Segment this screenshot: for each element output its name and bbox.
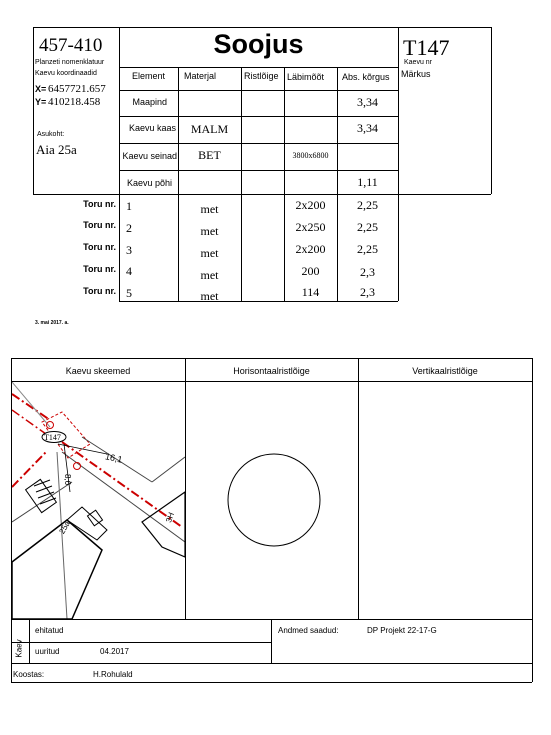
compiled-label: Koostas: — [13, 670, 45, 679]
pipe-material: met — [200, 289, 219, 303]
row-height: 1,11 — [357, 175, 378, 189]
col-height: Abs. kõrgus — [342, 72, 390, 82]
map-well-label: T147 — [44, 433, 61, 442]
pipe-height: 2,3 — [360, 285, 375, 299]
pipe-number: 3 — [126, 243, 132, 257]
site-sketch — [12, 382, 185, 619]
map-road-label: 3H — [164, 511, 177, 524]
pipe-diameter: 2x250 — [295, 220, 326, 234]
pipe-height: 2,3 — [360, 265, 375, 279]
row-material: MALM — [190, 122, 229, 136]
source-value: DP Projekt 22-17-G — [367, 626, 437, 635]
pipe-height: 2,25 — [357, 198, 378, 212]
cross-section-circle — [226, 452, 322, 548]
pipe-material: met — [200, 224, 219, 238]
surveyed-label: uuritud — [35, 647, 60, 656]
col-notes: Märkus — [401, 69, 431, 79]
row-material: BET — [198, 148, 221, 162]
x-value: 6457721.657 — [48, 83, 106, 95]
built-label: ehitatud — [35, 626, 64, 635]
pipe-number: 5 — [126, 286, 132, 300]
row-height: 3,34 — [357, 95, 378, 109]
pipe-diameter: 200 — [301, 264, 320, 278]
section-horizontal: Horisontaalristlõige — [233, 366, 310, 376]
section-vertical: Vertikaalristlõige — [412, 366, 478, 376]
col-material: Materjal — [184, 71, 217, 81]
date-note: 3. mai 2017. a. — [35, 320, 69, 326]
location-value: Aia 25a — [36, 142, 77, 157]
nomenclature-label: Planzeti nomenklatuur — [35, 59, 105, 66]
map-house-label: 25a — [57, 519, 72, 536]
row-element: Kaevu seinad — [122, 151, 177, 161]
col-diameter: Läbimõõt — [287, 72, 325, 82]
pipe-label: Toru nr. — [83, 220, 116, 230]
map-distance-label: 8,6 — [63, 473, 73, 486]
well-number: T147 — [403, 35, 450, 60]
col-cross: Ristlõige — [244, 71, 279, 81]
page-title: Soojus — [213, 29, 304, 59]
source-label: Andmed saadud: — [278, 626, 339, 635]
pipe-material: met — [200, 202, 219, 216]
y-label: Y= — [35, 97, 47, 107]
nomenclature-code: 457-410 — [39, 35, 103, 56]
pipe-number: 2 — [126, 221, 132, 235]
row-element: Kaevu kaas — [128, 123, 176, 133]
pipe-material: met — [200, 268, 219, 282]
location-label: Asukoht: — [37, 131, 65, 138]
pipe-number: 1 — [126, 199, 132, 213]
pipe-diameter: 114 — [301, 285, 320, 299]
pipe-label: Toru nr. — [83, 264, 116, 274]
x-label: X= — [35, 84, 47, 94]
row-diameter: 3800x6800 — [292, 151, 329, 160]
map-distance-label: 16,1 — [104, 451, 124, 465]
pipe-label: Toru nr. — [83, 286, 116, 296]
row-element: Maapind — [132, 97, 167, 107]
row-element: Kaevu põhi — [126, 178, 172, 188]
y-value: 410218.458 — [48, 96, 101, 108]
pipe-label: Toru nr. — [83, 242, 116, 252]
coords-label: Kaevu koordinaadid — [35, 70, 97, 77]
pipe-height: 2,25 — [357, 220, 378, 234]
pipe-label: Toru nr. — [83, 199, 116, 209]
well-number-label: Kaevu nr — [404, 59, 433, 66]
compiled-value: H.Rohulald — [93, 670, 133, 679]
surveyed-value: 04.2017 — [100, 647, 129, 656]
section-schemes: Kaevu skeemed — [65, 366, 131, 376]
row-height: 3,34 — [357, 121, 378, 135]
pipe-height: 2,25 — [357, 242, 378, 256]
pipe-diameter: 2x200 — [295, 242, 326, 256]
pipe-material: met — [200, 246, 219, 260]
side-label: Kaev — [14, 639, 24, 658]
pipe-diameter: 2x200 — [295, 198, 326, 212]
pipe-number: 4 — [126, 264, 132, 278]
col-element: Element — [131, 71, 166, 81]
